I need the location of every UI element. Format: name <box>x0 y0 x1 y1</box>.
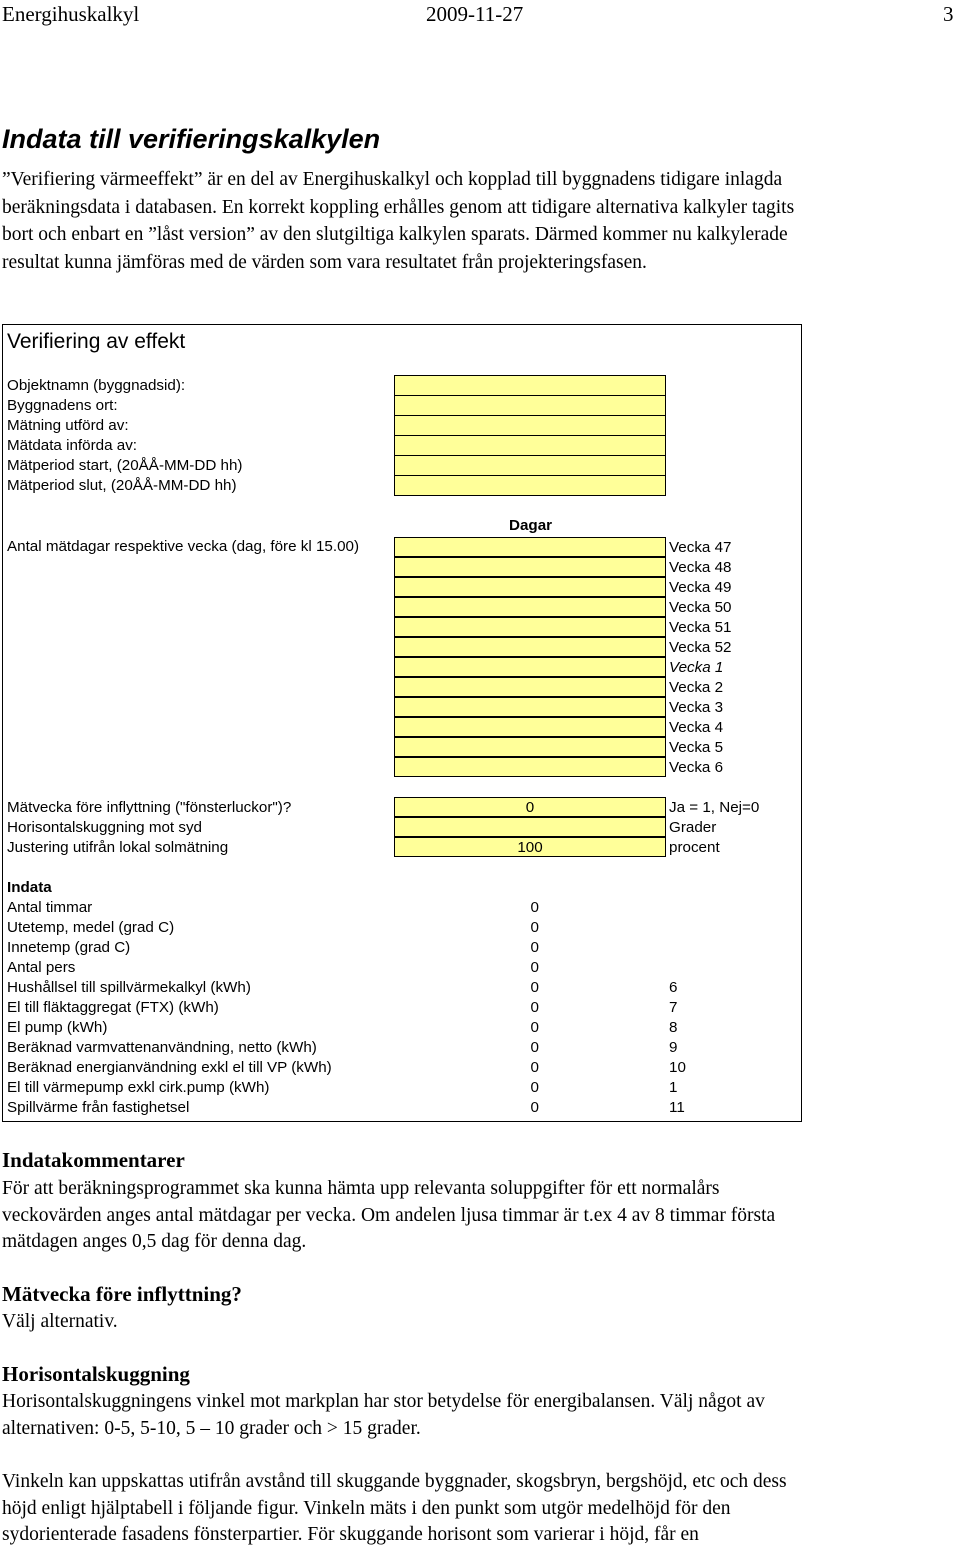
week-days-input[interactable] <box>394 657 666 677</box>
horisontal-section-paragraph-2 <box>2 1469 952 1549</box>
paragraph-line: Horisontalskuggningens vinkel mot markplan har stor betydelse för energibalansen. Välj något av <box>2 1391 765 1412</box>
paragraph-line: Vinkeln kan uppskattas utifrån avstånd till skuggande byggnader, skogsbryn, bergshöjd, etc och dess <box>2 1471 787 1492</box>
page-title: Indata till verifieringskalkylen <box>2 124 381 154</box>
week-days-input[interactable] <box>394 597 666 617</box>
indata-ref-number: 8 <box>669 1019 678 1036</box>
matvecka-unit: Ja = 1, Nej=0 <box>669 799 760 816</box>
week-label: Vecka 51 <box>669 619 732 636</box>
indata-label: Antal timmar <box>7 899 93 916</box>
justering-input[interactable]: 100 <box>394 837 666 857</box>
intro-line: resultat kunna jämföras med de värden som vara resultatet från projekteringsfasen. <box>2 251 647 273</box>
indata-value: 0 <box>530 939 539 956</box>
week-label: Vecka 2 <box>669 679 724 696</box>
indata-ref-number: 9 <box>669 1039 678 1056</box>
indata-label: Innetemp (grad C) <box>7 939 131 956</box>
week-days-input[interactable] <box>394 617 666 637</box>
field-label-matdata: Mätdata införda av: <box>7 437 138 454</box>
indata-ref-number: 11 <box>669 1099 685 1116</box>
week-label: Vecka 6 <box>669 759 724 776</box>
indata-row <box>3 959 801 979</box>
antal-matdagar-label: Antal mätdagar respektive vecka (dag, före kl 15.00) <box>7 538 360 555</box>
justering-unit: procent <box>669 839 720 856</box>
indata-ref-number: 6 <box>669 979 678 996</box>
indata-value: 0 <box>530 1019 539 1036</box>
field-label-period-start: Mätperiod start, (20ÅÅ-MM-DD hh) <box>7 457 243 474</box>
verification-form <box>2 324 802 1122</box>
indata-ref-number: 7 <box>669 999 678 1016</box>
indata-label: Beräknad varmvattenanvändning, netto (kWh) <box>7 1039 317 1056</box>
ort-input[interactable] <box>394 395 666 416</box>
paragraph-line: För att beräkningsprogrammet ska kunna hämta upp relevanta soluppgifter för ett normalårs <box>2 1178 720 1199</box>
week-days-input[interactable] <box>394 737 666 757</box>
indata-row <box>3 1039 801 1059</box>
indata-value: 0 <box>530 959 539 976</box>
paragraph-line: Välj alternativ. <box>2 1311 118 1332</box>
week-days-input[interactable] <box>394 577 666 597</box>
indata-label: El till fläktaggregat (FTX) (kWh) <box>7 999 219 1016</box>
indata-label: Utetemp, medel (grad C) <box>7 919 175 936</box>
field-label-objektnamn: Objektnamn (byggnadsid): <box>7 377 186 394</box>
week-label: Vecka 3 <box>669 699 724 716</box>
indata-label: Spillvärme från fastighetsel <box>7 1099 190 1116</box>
paragraph-line: sydorienterade fasadens fönsterpartier. För skuggande horisont som varierar i höjd, får en <box>2 1524 699 1545</box>
matvecka-section-paragraph <box>2 1309 952 1336</box>
header-doc-name: Energihuskalkyl <box>2 2 140 26</box>
indata-ref-number: 10 <box>669 1059 686 1076</box>
horisont-input[interactable] <box>394 817 666 837</box>
header-date: 2009-11-27 <box>426 2 524 26</box>
indata-label: El pump (kWh) <box>7 1019 108 1036</box>
intro-line: bort och enbart en ”låst version” av den slutgiltiga kalkylen sparats. Därmed kommer nu kalkylerade <box>2 224 788 245</box>
week-days-input[interactable] <box>394 637 666 657</box>
indata-label: Antal pers <box>7 959 76 976</box>
paragraph-line: alternativen: 0-5, 5-10, 5 – 10 grader och > 15 grader. <box>2 1417 421 1439</box>
indata-row <box>3 999 801 1019</box>
indata-row <box>3 919 801 939</box>
indata-label: El till värmepump exkl cirk.pump (kWh) <box>7 1079 270 1096</box>
field-label-matning: Mätning utförd av: <box>7 417 129 434</box>
week-label: Vecka 48 <box>669 559 732 576</box>
header-page-number: 3 <box>943 2 954 26</box>
indata-label: Hushållsel till spillvärmekalkyl (kWh) <box>7 979 251 996</box>
field-label-period-slut: Mätperiod slut, (20ÅÅ-MM-DD hh) <box>7 477 237 494</box>
horisont-label: Horisontalskuggning mot syd <box>7 819 203 836</box>
matvecka-section-heading: Mätvecka före inflyttning? <box>2 1282 242 1306</box>
indata-value: 0 <box>530 1039 539 1056</box>
page-header <box>0 0 960 30</box>
matdata-input[interactable] <box>394 435 666 456</box>
indata-value: 0 <box>530 979 539 996</box>
indata-heading: Indata <box>7 879 52 896</box>
objektnamn-input[interactable] <box>394 375 666 396</box>
horisontal-section-paragraph <box>2 1389 952 1442</box>
paragraph-line: höjd enligt hjälptabell i följande figur. Vinkeln mäts i den punkt som utgör medelhöjd för den <box>2 1497 731 1519</box>
matvecka-label: Mätvecka före inflyttning ("fönsterluckor")? <box>7 799 292 816</box>
dagar-header: Dagar <box>509 517 553 534</box>
period-slut-input[interactable] <box>394 475 666 496</box>
indatakommentarer-heading: Indatakommentarer <box>2 1148 185 1172</box>
week-label: Vecka 5 <box>669 739 724 756</box>
indata-row <box>3 979 801 999</box>
week-days-input[interactable] <box>394 557 666 577</box>
week-label: Vecka 4 <box>669 719 724 736</box>
indata-value: 0 <box>530 1099 539 1116</box>
justering-label: Justering utifrån lokal solmätning <box>7 839 229 856</box>
field-label-ort: Byggnadens ort: <box>7 397 118 414</box>
indata-row <box>3 899 801 919</box>
indata-value: 0 <box>530 899 539 916</box>
week-days-input[interactable] <box>394 757 666 777</box>
indatakommentarer-paragraph <box>2 1176 952 1256</box>
indata-row <box>3 1079 801 1099</box>
week-label: Vecka 52 <box>669 639 732 656</box>
week-days-input[interactable] <box>394 677 666 697</box>
paragraph-line: mätdagen anges 0,5 dag för denna dag. <box>2 1231 307 1252</box>
indata-row <box>3 1019 801 1039</box>
week-label: Vecka 1 <box>669 659 724 676</box>
intro-paragraph <box>2 166 952 276</box>
week-label: Vecka 47 <box>669 539 732 556</box>
indata-row <box>3 939 801 959</box>
indata-row <box>3 1059 801 1079</box>
week-days-input[interactable] <box>394 717 666 737</box>
week-days-input[interactable] <box>394 697 666 717</box>
matvecka-input[interactable]: 0 <box>394 797 666 817</box>
intro-line: ”Verifiering värmeeffekt” är en del av Energihuskalkyl och kopplad till byggnadens tidigare inlagda <box>2 169 783 190</box>
intro-line: beräkningsdata i databasen. En korrekt koppling erhålles genom att tidigare alternativa kalkyler tagits <box>2 196 795 218</box>
horisont-unit: Grader <box>669 819 717 836</box>
indata-ref-number: 1 <box>669 1079 678 1096</box>
week-label: Vecka 49 <box>669 579 732 596</box>
indata-value: 0 <box>530 919 539 936</box>
indata-value: 0 <box>530 999 539 1016</box>
indata-label: Beräknad energianvändning exkl el till VP (kWh) <box>7 1059 332 1076</box>
paragraph-line: veckovärden anges antal mätdagar per vecka. Om andelen ljusa timmar är t.ex 4 av 8 timmar första <box>2 1204 776 1226</box>
indata-value: 0 <box>530 1079 539 1096</box>
week-label: Vecka 50 <box>669 599 732 616</box>
indata-row <box>3 1099 801 1119</box>
indata-value: 0 <box>530 1059 539 1076</box>
week-days-input[interactable] <box>394 537 666 557</box>
form-title: Verifiering av effekt <box>7 330 186 353</box>
period-start-input[interactable] <box>394 455 666 476</box>
horisontal-section-heading: Horisontalskuggning <box>2 1362 190 1386</box>
matning-input[interactable] <box>394 415 666 436</box>
